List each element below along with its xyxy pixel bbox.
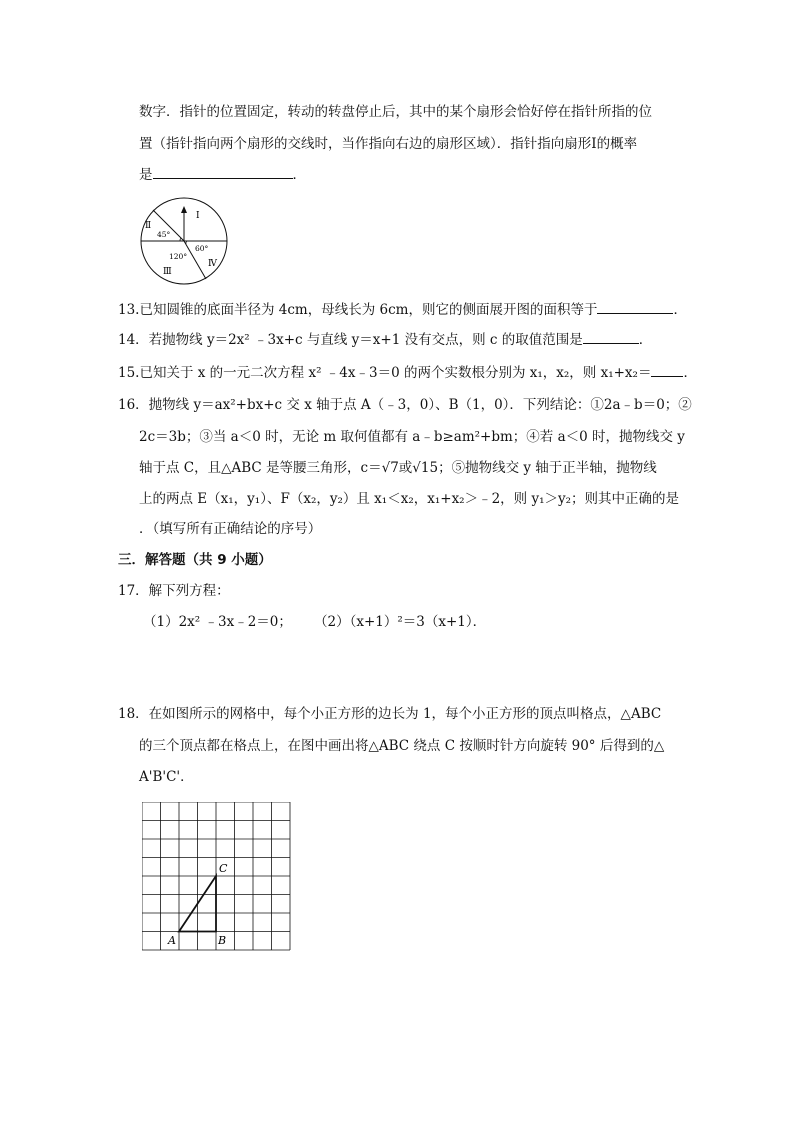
vertex-label-a: A (168, 934, 176, 947)
q16-line3: 轴于点 C，且△ABC 是等腰三角形，c＝√7或√15；⑤抛物线交 y 轴于正半轴，抛物线 (139, 460, 657, 476)
arrow-head-icon (181, 206, 187, 213)
q14-text: 14．若抛物线 y＝2x² ﹣3x+c 与直线 y＝x+1 没有交点，则 c 的取值范围是 (118, 332, 583, 348)
grid-figure (142, 802, 292, 952)
section-3-heading: 三．解答题（共 9 小题） (118, 552, 272, 568)
q16-line5: ．（填写所有正确结论的序号） (139, 521, 322, 537)
q15-answer-blank[interactable] (651, 364, 683, 377)
sector-label-3: Ⅲ (163, 267, 172, 277)
q12-text-line2: 置（指针指向两个扇形的交线时，当作指向右边的扇形区域）．指针指向扇形Ⅰ的概率 (139, 136, 638, 152)
spinner-figure (136, 196, 232, 288)
q16-line2: 2c＝3b；③当 a＜0 时，无论 m 取何值都有 a﹣b≥am²+bm；④若 a＜0 时，抛物线交 y (139, 429, 685, 445)
angle-label-45: 45° (157, 230, 171, 239)
q12-text-line1: 数字．指针的位置固定，转动的转盘停止后，其中的某个扇形会恰好停在指针所指的位 (139, 104, 652, 120)
q14-end: ． (638, 332, 653, 348)
vertex-label-c: C (219, 862, 228, 875)
q14-answer-blank[interactable] (583, 331, 639, 344)
q18-line1: 18．在如图所示的网格中，每个小正方形的边长为 1，每个小正方形的顶点叫格点，△ABC (118, 706, 662, 722)
sector-label-4: Ⅳ (208, 259, 217, 269)
q15-text: 15.已知关于 x 的一元二次方程 x² ﹣4x﹣3＝0 的两个实数根分别为 x₁，x₂，则 x₁+x₂＝ (118, 365, 652, 381)
question-13 (118, 301, 687, 319)
q13-text: 13.已知圆锥的底面半径为 4cm，母线长为 6cm，则它的侧面展开图的面积等于 (118, 302, 598, 318)
angle-label-60: 60° (195, 244, 209, 253)
q13-answer-blank[interactable] (597, 301, 673, 314)
q18-line3: A'B'C'． (139, 769, 194, 785)
q17-part1: （1）2x² ﹣3x﹣2＝0； (143, 614, 292, 630)
q13-end: ． (673, 302, 687, 318)
q12-suffix: ． (292, 167, 306, 183)
q12-answer-blank[interactable] (153, 166, 293, 179)
q12-prefix: 是 (139, 167, 153, 183)
q15-end: ． (683, 365, 697, 381)
q16-line1: 16．抛物线 y＝ax²+bx+c 交 x 轴于点 A（﹣3，0）、B（1，0）．下列结论：①2a﹣b＝0；② (118, 397, 692, 413)
q12-text-line3 (139, 166, 306, 184)
sector-label-2: Ⅱ (145, 221, 152, 231)
q17-title: 17．解下列方程： (118, 583, 230, 599)
q16-line4: 上的两点 E（x₁，y₁）、F（x₂，y₂）且 x₁＜x₂，x₁+x₂＞﹣2，则 y₁＞y₂；则其中正确的是 (139, 491, 680, 507)
sector-label-1: Ⅰ (196, 211, 200, 221)
angle-label-120: 120° (169, 252, 188, 261)
question-14 (118, 331, 652, 349)
q17-part2: （2）（x+1）²＝3（x+1）． (314, 614, 487, 630)
vertex-label-b: B (218, 934, 227, 947)
q18-line2: 的三个顶点都在格点上，在图中画出将△ABC 绕点 C 按顺时针方向旋转 90° 后得到的△ (139, 738, 665, 754)
question-15 (118, 364, 697, 382)
